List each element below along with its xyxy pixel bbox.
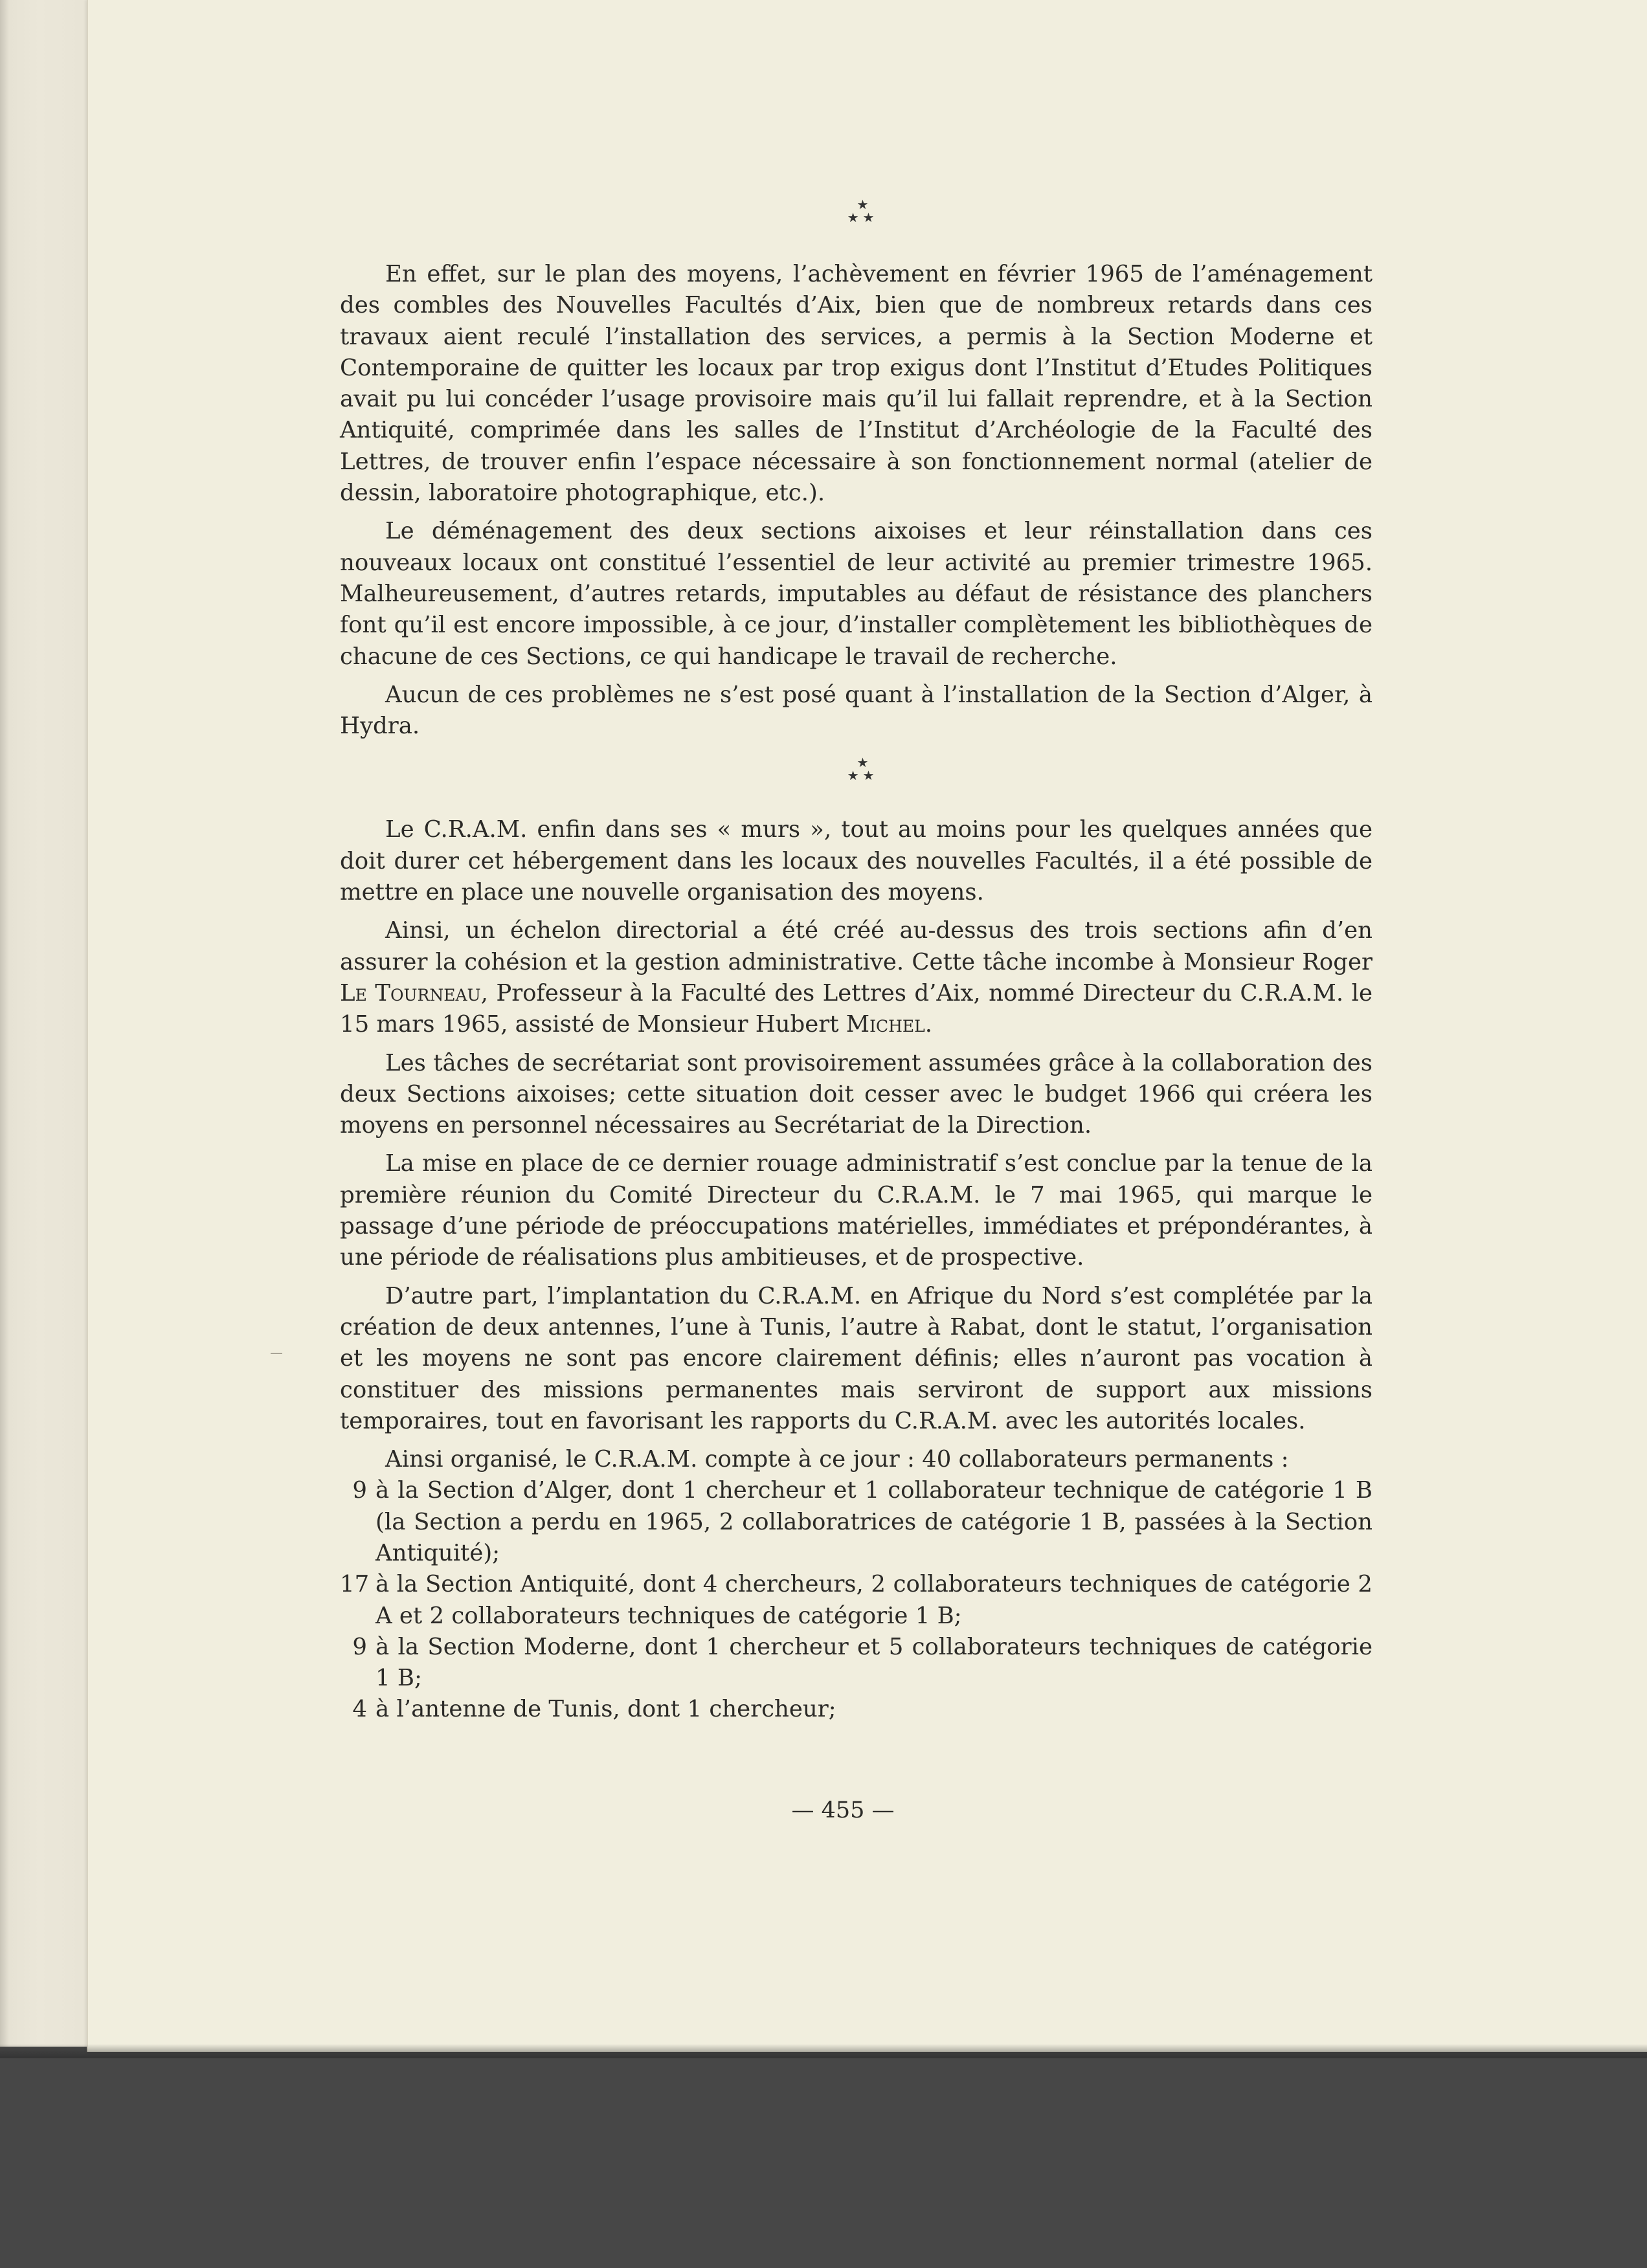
section-separator-dinkus [340, 756, 1372, 784]
staff-description: à la Section Moderne, dont 1 chercheur et 5 collaborateurs techniques de catégorie 1 B; [375, 1633, 1372, 1692]
staff-list-intro: Ainsi organisé, le C.R.A.M. compte à ce jour : 40 collaborateurs permanents : [385, 1446, 1289, 1473]
star-icon: ★ [857, 197, 869, 212]
star-icon: ★ [857, 755, 869, 771]
staff-list [340, 1475, 1372, 1725]
page-bottom-shadow [0, 2044, 1647, 2058]
list-item [340, 1632, 1372, 1695]
text-run: Ainsi, un échelon directorial a été créé au-dessus des trois sections afin d’en assurer la cohésion et la gestion administrative. Cette tâche incombe à Monsieur Roger [340, 917, 1372, 975]
paragraph-organisation: Le C.R.A.M. enfin dans ses « murs », tout au moins pour les quelques années que doit durer cet hébergement dans les locaux des nouvelles Facultés, il a été possible de mettre en place une nouvelle organisation des moyens. [340, 816, 1372, 906]
list-item [340, 1475, 1372, 1569]
staff-description: à la Section d’Alger, dont 1 chercheur et 1 collaborateur technique de catégorie 1 B (la Section a perdu en 1965, 2 collaboratrices de catégorie 1 B, passées à la Section Antiquité); [375, 1477, 1372, 1566]
list-item [340, 1569, 1372, 1632]
staff-description: à la Section Antiquité, dont 4 chercheurs, 2 collaborateurs techniques de catégorie 2 A et 2 collaborateurs techniques de catégorie 1 B; [375, 1571, 1372, 1629]
margin-mark [271, 1353, 282, 1354]
section-separator-dinkus [340, 198, 1372, 227]
person-name: Le Tourneau [340, 979, 481, 1006]
paragraph-committee: La mise en place de ce dernier rouage administratif s’est conclue par la tenue de la première réunion du Comité Directeur du C.R.A.M. le 7 mai 1965, qui marque le passage d’une période de préoccupations matérielles, immédiates et prépondérantes, à une période de réalisations plus ambitieuses, et de prospective. [340, 1150, 1372, 1271]
paragraph-secretariat: Les tâches de secrétariat sont provisoirement assumées grâce à la collaboration des deux Sections aixoises; cette situation doit cesser avec le budget 1966 qui créera les moyens en personnel nécessaires au Secrétariat de la Direction. [340, 1049, 1372, 1139]
paragraph-alger: Aucun de ces problèmes ne s’est posé quant à l’installation de la Section d’Alger, à Hydra. [340, 681, 1372, 740]
staff-count: 9 [352, 1633, 367, 1660]
staff-count: 4 [352, 1696, 367, 1723]
staff-description: à l’antenne de Tunis, dont 1 chercheur; [375, 1696, 836, 1723]
paragraph-direction [340, 915, 1372, 1040]
previous-page-edge [0, 0, 87, 2047]
staff-count: 17 [340, 1571, 370, 1598]
text-run: . [924, 1011, 933, 1038]
person-name: Michel [846, 1011, 925, 1038]
page-number: — 455 — [791, 1797, 895, 1823]
star-pair-icon: ★★ [847, 768, 879, 784]
staff-count: 9 [352, 1477, 367, 1504]
text-run: , Professeur à la Faculté des Lettres d’Aix, nommé Directeur du C.R.A.M. le 15 mars 1965, assisté de Monsieur Hubert [340, 979, 1372, 1038]
body-text [340, 198, 1372, 1726]
paragraph-antennas: D’autre part, l’implantation du C.R.A.M. en Afrique du Nord s’est complétée par la création de deux antennes, l’une à Tunis, l’autre à Rabat, dont le statut, l’organisation et les moyens ne sont pas encore clairement définis; elles n’auront pas vocation à constituer des missions permanentes mais serviront de support aux missions temporaires, tout en favorisant les rapports du C.R.A.M. avec les autorités locales. [340, 1282, 1372, 1434]
paragraph-relocation: Le déménagement des deux sections aixoises et leur réinstallation dans ces nouveaux locaux ont constitué l’essentiel de leur activité au premier trimestre 1965. Malheureusement, d’autres retards, imputables au défaut de résistance des planchers font qu’il est encore impossible, à ce jour, d’installer complètement les bibliothèques de chacune de ces Sections, ce qui handicape le travail de recherche. [340, 518, 1372, 670]
star-pair-icon: ★★ [847, 210, 879, 225]
list-item [340, 1694, 1372, 1725]
paragraph-facilities: En effet, sur le plan des moyens, l’achèvement en février 1965 de l’aménagement des combles des Nouvelles Facultés d’Aix, bien que de nombreux retards dans ces travaux aient reculé l’installation des services, a permis à la Section Moderne et Contemporaine de quitter les locaux par trop exigus dont l’Institut d’Etudes Politiques avait pu lui concéder l’usage provisoire mais qu’il lui fallait reprendre, et à la Section Antiquité, comprimée dans les salles de l’Institut d’Archéologie de la Faculté des Lettres, de trouver enfin l’espace nécessaire à son fonctionnement normal (atelier de dessin, laboratoire photographique, etc.). [340, 261, 1372, 507]
